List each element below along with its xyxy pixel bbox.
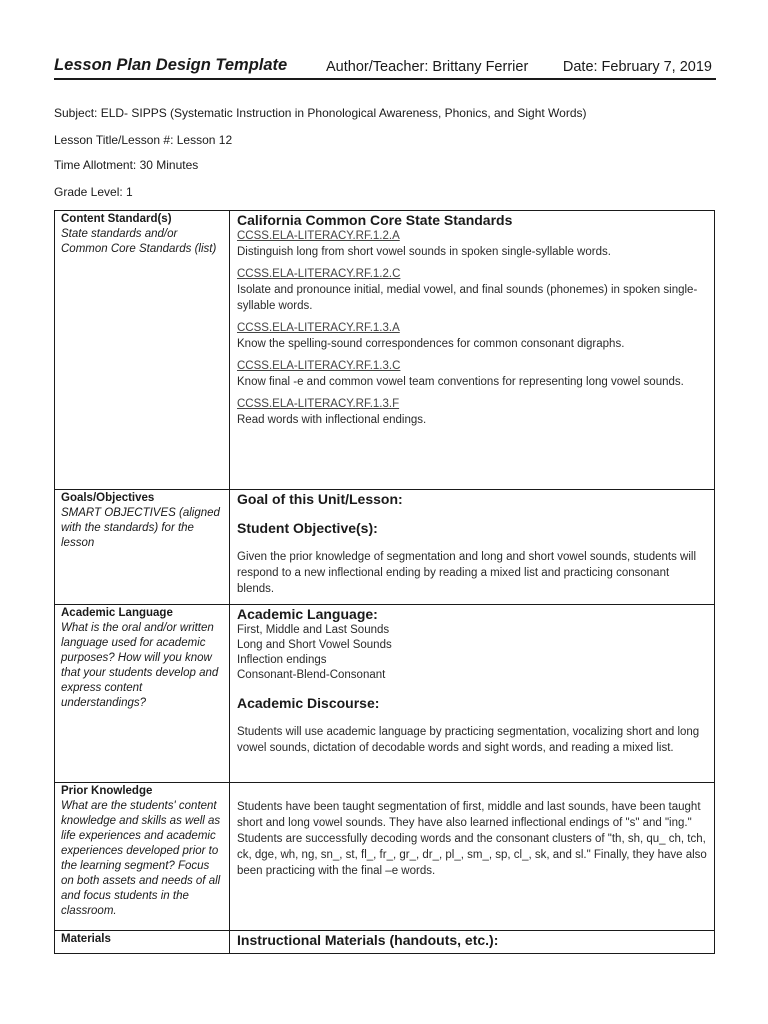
- materials-label: Materials: [61, 933, 111, 945]
- academic-language-item: Long and Short Vowel Sounds: [237, 639, 392, 651]
- date-label: Date: February 7, 2019: [562, 59, 712, 75]
- prior-knowledge-label: Prior Knowledge: [61, 785, 153, 797]
- standard-link[interactable]: CCSS.ELA-LITERACY.RF.1.2.C: [237, 268, 401, 280]
- grade-level-line: Grade Level: 1: [54, 185, 133, 199]
- academic-language-desc: What is the oral and/or written language used for academic purposes? How will you know that your students develop and express content understandings?: [61, 621, 219, 709]
- materials-cell: [230, 931, 715, 954]
- content-standards-desc: State standards and/or Common Core Standards (list): [61, 227, 217, 255]
- content-standards-label-cell: [55, 211, 230, 490]
- standard-link[interactable]: CCSS.ELA-LITERACY.RF.1.2.A: [237, 230, 400, 242]
- standard-link[interactable]: CCSS.ELA-LITERACY.RF.1.3.A: [237, 322, 400, 334]
- standard-item: [237, 321, 708, 352]
- document-title: Lesson Plan Design Template: [54, 56, 288, 74]
- prior-knowledge-desc: What are the students' content knowledge and skills as well as life experiences and academic experiences developed prior to the learning segment? Focus on both assets and needs of all and focus students in the classroom.: [61, 799, 221, 917]
- standards-heading: California Common Core State Standards: [237, 212, 513, 228]
- standard-link[interactable]: CCSS.ELA-LITERACY.RF.1.3.F: [237, 398, 400, 410]
- lesson-title-line: Lesson Title/Lesson #: Lesson 12: [54, 133, 233, 147]
- objective-heading: Student Objective(s):: [237, 520, 378, 536]
- standard-item: [237, 229, 708, 260]
- goal-heading: Goal of this Unit/Lesson:: [237, 491, 403, 507]
- academic-discourse-heading: Academic Discourse:: [237, 695, 380, 711]
- academic-language-label-cell: [55, 605, 230, 783]
- standard-link[interactable]: CCSS.ELA-LITERACY.RF.1.3.C: [237, 360, 401, 372]
- academic-language-label: Academic Language: [61, 607, 173, 619]
- standard-description: Know the spelling-sound correspondences for common consonant digraphs.: [237, 338, 625, 350]
- academic-discourse-text: Students will use academic language by practicing segmentation, vocalizing short and long vowel sounds, dictation of decodable words and sight words, and reading a mixed list.: [237, 726, 700, 754]
- prior-knowledge-cell: [230, 783, 715, 931]
- academic-language-item: First, Middle and Last Sounds: [237, 624, 390, 636]
- row-academic-language: [55, 605, 715, 783]
- standard-item: [237, 397, 708, 428]
- goals-desc: SMART OBJECTIVES (aligned with the standards) for the lesson: [61, 506, 220, 549]
- goals-label-cell: [55, 490, 230, 605]
- academic-language-item: Inflection endings: [237, 654, 327, 666]
- standard-description: Isolate and pronounce initial, medial vowel, and final sounds (phonemes) in spoken single-syllable words.: [237, 284, 698, 312]
- goals-label: Goals/Objectives: [61, 492, 155, 504]
- objective-text: Given the prior knowledge of segmentation and long and short vowel sounds, students will respond to a new inflectional ending by reading a mixed list and practicing consonant blends.: [237, 551, 696, 595]
- standard-description: Read words with inflectional endings.: [237, 414, 427, 426]
- materials-heading: Instructional Materials (handouts, etc.):: [237, 932, 499, 948]
- subject-line: Subject: ELD- SIPPS (Systematic Instruction in Phonological Awareness, Phonics, and Sight Words): [54, 106, 587, 120]
- academic-language-cell: [230, 605, 715, 783]
- content-standards-label: Content Standard(s): [61, 213, 172, 225]
- row-prior-knowledge: [55, 783, 715, 931]
- standard-description: Know final -e and common vowel team conventions for representing long vowel sounds.: [237, 376, 684, 388]
- document-header: [54, 56, 716, 80]
- time-allotment-line: Time Allotment: 30 Minutes: [54, 158, 199, 172]
- author-label: Author/Teacher: Brittany Ferrier: [326, 59, 529, 75]
- goals-cell: [230, 490, 715, 605]
- content-standards-cell: [230, 211, 715, 490]
- prior-knowledge-label-cell: [55, 783, 230, 931]
- lesson-plan-table: [54, 210, 715, 954]
- standard-item: [237, 359, 708, 390]
- academic-language-heading: Academic Language:: [237, 606, 378, 622]
- materials-label-cell: [55, 931, 230, 954]
- standard-description: Distinguish long from short vowel sounds in spoken single-syllable words.: [237, 246, 611, 258]
- prior-knowledge-text: Students have been taught segmentation of first, middle and last sounds, have been taught short and long vowel sounds. They have also learned inflectional endings of "s" and "ing." Students are successfully decoding words and the consonant clusters of "th, sh, qu_ ch, tch, ck, dge, wh, ng, sn_, st, fl_, fr_, gr_, dr_, pl_, sm_, sp, cl_, sk, and sl." Finally, they have also been practicing with the final –e words.: [237, 801, 707, 877]
- row-goals: [55, 490, 715, 605]
- academic-language-item: Consonant-Blend-Consonant: [237, 669, 386, 681]
- row-materials: [55, 931, 715, 954]
- row-content-standards: [55, 211, 715, 490]
- standard-item: [237, 267, 708, 314]
